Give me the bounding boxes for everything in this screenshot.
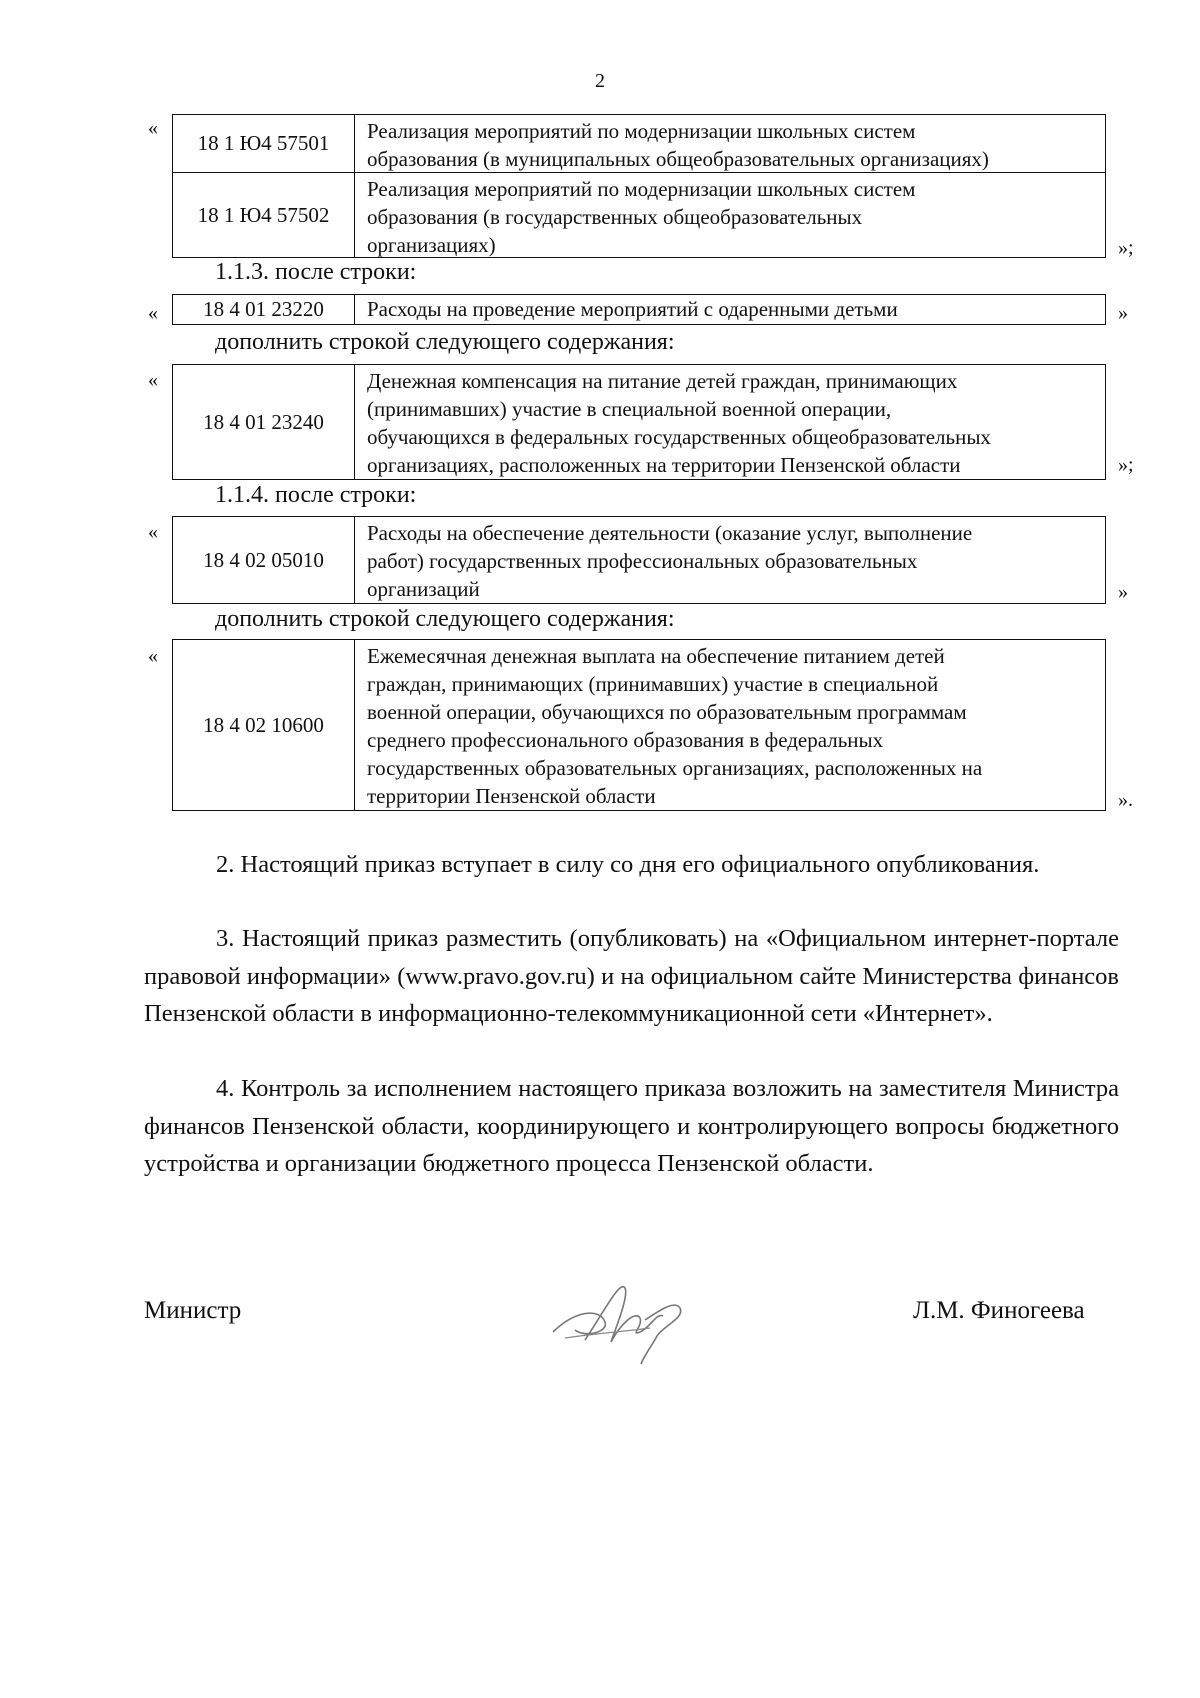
budget-description: Реализация мероприятий по модернизации школьных систем образования (в государственных общеобразовательных организациях) — [367, 177, 916, 257]
paragraph-2: 2. Настоящий приказ вступает в силу со дня его официального опубликования. — [216, 851, 1040, 878]
section-heading-add-row: дополнить строкой следующего содержания: — [215, 606, 675, 632]
table-row — [173, 295, 1105, 324]
section-heading-1-1-3: 1.1.3. после строки: — [215, 259, 417, 285]
table-row — [173, 365, 1105, 479]
open-quote: « — [148, 369, 158, 391]
budget-description: Ежемесячная денежная выплата на обеспечение питанием детей граждан, принимающих (принимавших) участие в специальной военной операции, обучающихся по образовательным программам среднего профессионального образования в федеральных государственных образовательных организациях, расположенных на территории Пензенской области — [367, 644, 983, 808]
table-row — [173, 172, 1105, 257]
paragraph-3: 3. Настоящий приказ разместить (опубликовать) на «Официальном интернет-портале правовой информации» (www.pravo.gov.ru) и на официальном сайте Министерства финансов Пензенской области в информационно-телекоммуникационной сети «Интернет». — [144, 925, 1119, 1027]
budget-table-block-5 — [172, 639, 1106, 811]
budget-description: Расходы на обеспечение деятельности (оказание услуг, выполнение работ) государственных профессиональных образовательных организаций — [367, 521, 973, 601]
page-number: 2 — [595, 70, 605, 92]
budget-code: 18 1 Ю4 57502 — [173, 173, 355, 257]
budget-table-block-3 — [172, 364, 1106, 480]
budget-code: 18 4 01 23220 — [173, 295, 355, 324]
close-quote: » — [1118, 581, 1128, 603]
open-quote: « — [148, 117, 158, 139]
table-row — [173, 517, 1105, 603]
budget-code: 18 4 02 10600 — [173, 640, 355, 810]
table-row — [173, 640, 1105, 810]
budget-description: Реализация мероприятий по модернизации школьных систем образования (в муниципальных общеобразовательных организациях) — [367, 119, 989, 171]
section-heading-add-row: дополнить строкой следующего содержания: — [215, 329, 675, 355]
close-quote: »; — [1118, 237, 1134, 259]
budget-description: Расходы на проведение мероприятий с одаренными детьми — [367, 297, 898, 321]
budget-description: Денежная компенсация на питание детей граждан, принимающих (принимавших) участие в специальной военной операции, обучающихся в федеральных государственных общеобразовательных организациях, расположенных на территории Пензенской области — [367, 369, 991, 477]
close-quote: ». — [1118, 789, 1133, 811]
close-quote: » — [1118, 302, 1128, 324]
budget-code: 18 4 02 05010 — [173, 517, 355, 603]
handwritten-signature — [545, 1270, 695, 1370]
open-quote: « — [148, 302, 158, 324]
section-heading-1-1-4: 1.1.4. после строки: — [215, 482, 417, 508]
open-quote: « — [148, 645, 158, 667]
table-row — [173, 115, 1105, 172]
budget-table-block-1 — [172, 114, 1106, 258]
paragraph-4: 4. Контроль за исполнением настоящего приказа возложить на заместителя Министра финансов Пензенской области, координирующего и контролирующего вопросы бюджетного устройства и организации бюджетного процесса Пензенской области. — [144, 1075, 1119, 1177]
open-quote: « — [148, 521, 158, 543]
signatory-title: Министр — [144, 1297, 242, 1324]
signatory-name: Л.М. Финогеева — [913, 1297, 1085, 1324]
close-quote: »; — [1118, 454, 1134, 476]
budget-code: 18 4 01 23240 — [173, 365, 355, 479]
budget-table-block-2 — [172, 294, 1106, 325]
budget-table-block-4 — [172, 516, 1106, 604]
budget-code: 18 1 Ю4 57501 — [173, 115, 355, 172]
